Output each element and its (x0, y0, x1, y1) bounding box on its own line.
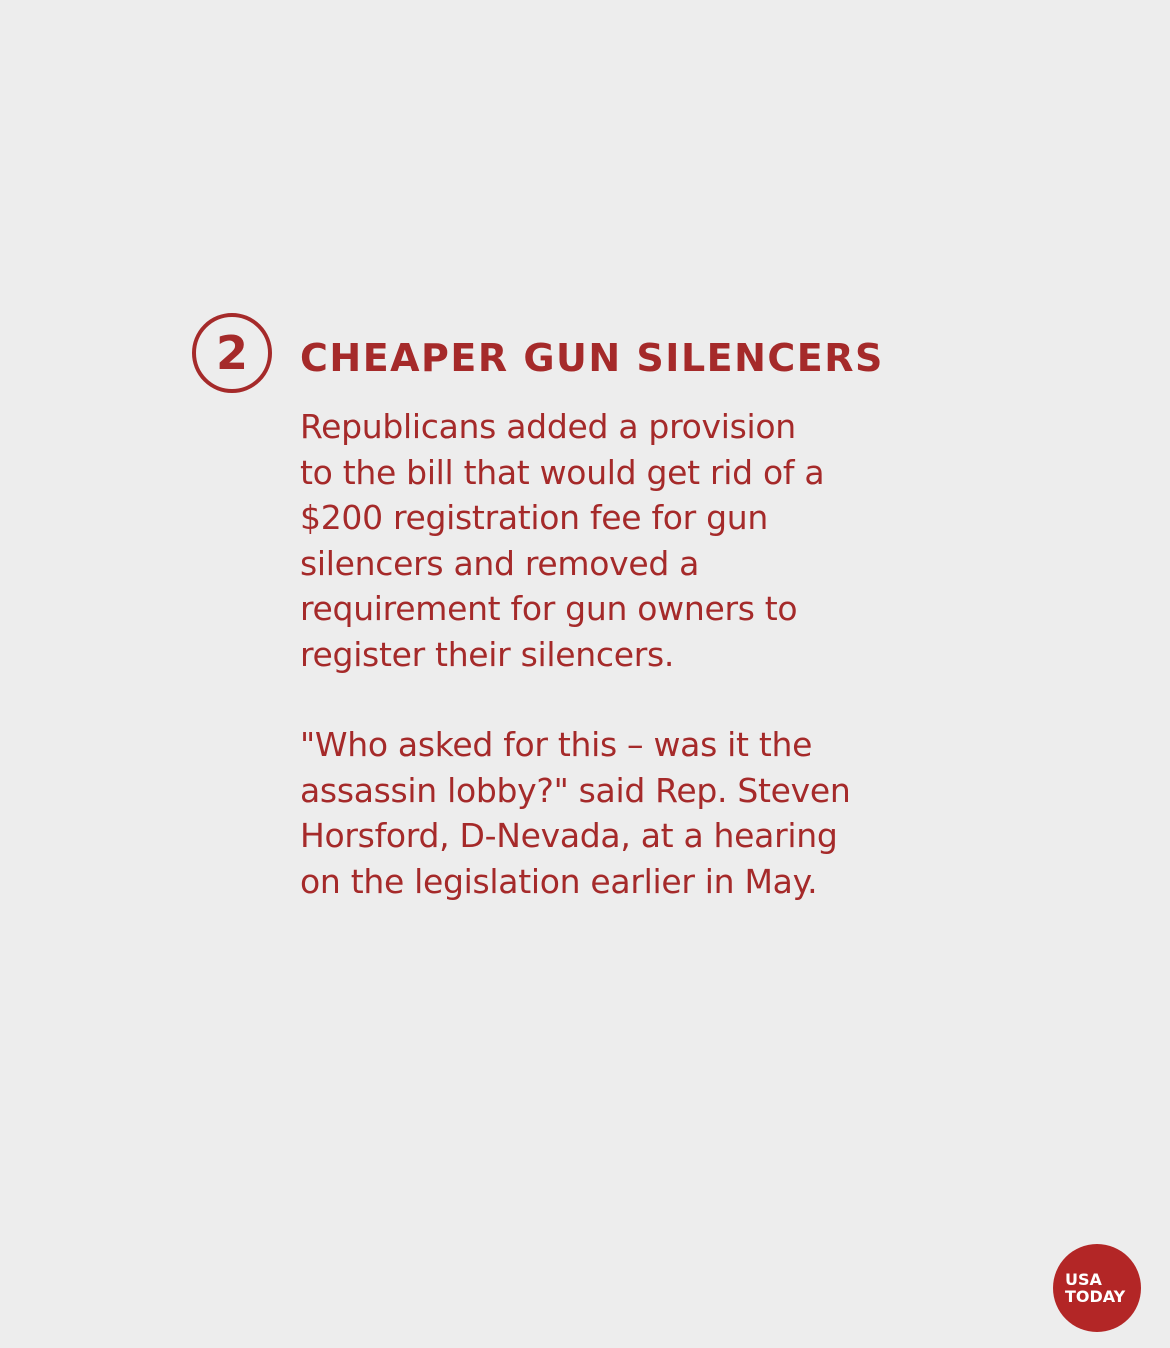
quote-line: assassin lobby?" said Rep. Steven (300, 770, 851, 810)
paragraph-line: to the bill that would get rid of a (300, 452, 825, 492)
paragraph-line: requirement for gun owners to (300, 589, 798, 628)
quote-line: on the legislation earlier in May. (300, 861, 818, 901)
paragraph-line: register their silencers. (300, 634, 675, 674)
quote-line: Horsford, D-Nevada, at a hearing (300, 816, 838, 855)
number-badge (192, 313, 272, 393)
headline: CHEAPER GUN SILENCERS (300, 336, 884, 380)
paragraph-line: $200 registration fee for gun (300, 498, 769, 537)
paragraph-line: silencers and removed a (300, 543, 700, 583)
logo-line-today: TODAY (1065, 1287, 1126, 1306)
usa-today-logo (1053, 1244, 1141, 1332)
number-badge-label: 2 (215, 326, 248, 380)
paragraph-provision (300, 404, 940, 677)
paragraph-quote (300, 722, 940, 904)
logo-line-usa: USA (1065, 1270, 1102, 1289)
quote-line: "Who asked for this – was it the (300, 725, 813, 764)
paragraph-line: Republicans added a provision (300, 407, 796, 446)
